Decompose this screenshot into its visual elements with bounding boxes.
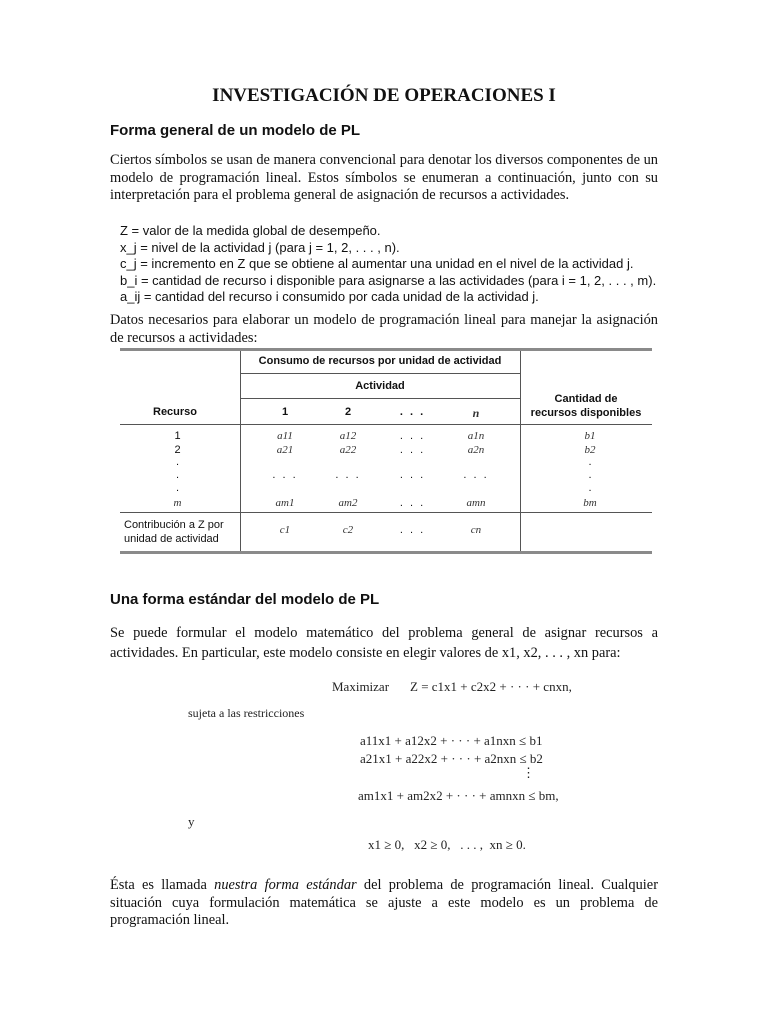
objective-function: Z = c1x1 + c2x2 + · · · + cnxn, xyxy=(410,679,572,694)
closing-text: Ésta es llamada xyxy=(110,877,215,893)
table-cell-b: . xyxy=(588,456,592,468)
closing-text: del problema de programación lineal. Cualquier situación cuya formulación matemática se ajuste a este modelo es un problema de programación lineal. xyxy=(110,877,658,928)
table-cell: a2n xyxy=(467,444,485,456)
table-header-cantidad: Cantidad de recursos disponibles xyxy=(530,393,642,419)
table-cell: a11 xyxy=(277,430,293,442)
table-bottom-rule xyxy=(120,551,652,554)
table-cell: am1 xyxy=(275,497,295,509)
and-label: y xyxy=(188,814,195,829)
table-divider xyxy=(240,398,520,399)
intro-paragraph: Ciertos símbolos se usan de manera convencional para denotar los diversos componentes de un modelo de programación lineal. Estos símbolos se enumeran a continuación, junto con su interpretación para el problema general de asignación de recursos a actividades. xyxy=(110,152,658,203)
table-contrib-cell: cn xyxy=(470,524,482,536)
table-header-actividad: Actividad xyxy=(355,380,405,392)
table-row-label: 1 xyxy=(174,430,181,442)
nonnegativity-constraints: x1 ≥ 0, x2 ≥ 0, . . . , xn ≥ 0. xyxy=(368,837,526,852)
table-header-consumo: Consumo de recursos por unidad de actividad xyxy=(258,355,502,367)
table-row-label: . xyxy=(175,482,180,494)
table-cell: . . . xyxy=(399,497,426,509)
table-cell-b: b1 xyxy=(584,430,596,442)
section-heading-general-form: Forma general de un modelo de PL xyxy=(110,122,361,139)
closing-paragraph xyxy=(110,877,658,930)
page-title: INVESTIGACIÓN DE OPERACIONES I xyxy=(212,85,556,106)
subject-to-label: sujeta a las restricciones xyxy=(188,706,305,720)
table-cell: amn xyxy=(466,497,486,509)
table-divider xyxy=(240,373,520,374)
table-contrib-label: Contribución a Z por unidad de actividad xyxy=(124,519,224,545)
symbol-def-aij: a_ij = cantidad del recurso i consumido por cada unidad de la actividad j. xyxy=(120,289,539,304)
table-cell: a1n xyxy=(467,430,485,442)
table-cell: . . . xyxy=(463,469,489,481)
symbol-def-z: Z = valor de la medida global de desempeño. xyxy=(120,223,381,238)
symbol-definitions xyxy=(120,223,656,306)
table-col-2: 2 xyxy=(344,406,352,418)
table-row-label: m xyxy=(173,497,182,509)
symbol-def-xj: x_j = nivel de la actividad j (para j = 1, 2, . . . , n). xyxy=(120,239,400,255)
table-row-label: . xyxy=(175,456,180,468)
symbol-def-bi: b_i = cantidad de recurso i disponible para asignarse a las actividades (para i = 1, 2, . . . , m). xyxy=(120,272,657,288)
table-cell: a22 xyxy=(339,444,357,456)
table-cell: a21 xyxy=(276,444,294,456)
constraint-vdots: ⋮ xyxy=(522,765,535,780)
table-cell: . . . xyxy=(272,469,298,481)
table-cell-b: . xyxy=(588,469,592,481)
table-contrib-cell: c2 xyxy=(342,524,354,536)
table-col-1: 1 xyxy=(281,406,289,418)
table-cell: . . . xyxy=(399,469,426,481)
constraint-row: am1x1 + am2x2 + · · · + amnxn ≤ bm, xyxy=(358,788,559,803)
table-col-n: n xyxy=(472,406,480,420)
constraint-row: a21x1 + a22x2 + · · · + a2nxn ≤ b2 xyxy=(360,751,543,766)
table-cell: a12 xyxy=(339,430,357,442)
table-contrib-cell: c1 xyxy=(279,524,291,536)
table-divider xyxy=(120,424,652,425)
table-cell: . . . xyxy=(399,430,426,442)
table-col-ellipsis: . . . xyxy=(399,406,426,418)
standard-form-intro: Se puede formular el modelo matemático del problema general de asignar recursos a actividades. En particular, este modelo consiste en elegir valores de x1, x2, . . . , xn para: xyxy=(110,625,658,661)
maximize-label: Maximizar xyxy=(332,679,390,694)
table-cell-b: . xyxy=(588,482,592,494)
table-intro-paragraph: Datos necesarios para elaborar un modelo de programación lineal para manejar la asignación de recursos a actividades: xyxy=(110,312,658,346)
closing-emphasis: nuestra forma estándar xyxy=(214,877,357,893)
table-cell: am2 xyxy=(338,497,358,509)
table-row-label: . xyxy=(175,469,180,481)
table-cell-b: b2 xyxy=(584,444,596,456)
table-contrib-cell: . . . xyxy=(399,524,426,536)
table-divider xyxy=(120,512,652,513)
resource-data-table xyxy=(120,348,652,554)
section-heading-standard-form: Una forma estándar del modelo de PL xyxy=(110,591,380,608)
table-row-label: 2 xyxy=(174,444,181,456)
table-cell-b: bm xyxy=(583,497,597,509)
symbol-def-cj: c_j = incremento en Z que se obtiene al aumentar una unidad en el nivel de la actividad j. xyxy=(120,256,634,271)
constraint-row: a11x1 + a12x2 + · · · + a1nxn ≤ b1 xyxy=(360,733,543,748)
table-cell: . . . xyxy=(399,444,426,456)
table-cell: . . . xyxy=(335,469,361,481)
table-header-recurso: Recurso xyxy=(153,406,198,418)
table-top-rule xyxy=(120,348,652,351)
table-divider xyxy=(520,351,521,551)
